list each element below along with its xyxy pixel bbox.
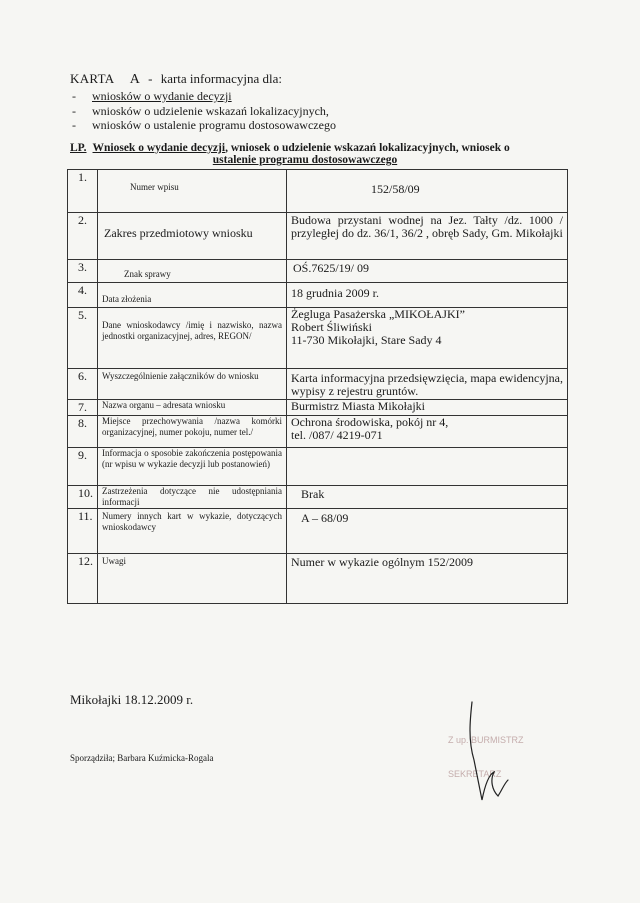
row-label: Numer wpisu (98, 170, 287, 213)
row-label: Numery innych kart w wykazie, dotyczących wnioskodawcy (98, 509, 287, 554)
table-row (68, 260, 568, 283)
row-number: 7. (68, 400, 98, 416)
row-number: 8. (68, 416, 98, 448)
row-number: 4. (68, 283, 98, 308)
info-table (67, 169, 568, 604)
card-title-description: karta informacyjna dla: (160, 71, 282, 86)
row-number: 12. (68, 554, 98, 604)
section-title-part1: Wniosek o wydanie decyzji (92, 142, 226, 154)
handwritten-signature (458, 700, 518, 805)
row-number: 5. (68, 308, 98, 369)
card-title-word: KARTA (70, 71, 115, 86)
section-title-part2: , wniosek o udzielenie wskazań lokalizacyjnych, wniosek o (225, 142, 510, 154)
row-value (287, 448, 568, 486)
row-number: 1. (68, 170, 98, 213)
place-and-date: Mikołajki 18.12.2009 r. (70, 692, 194, 707)
row-number: 11. (68, 509, 98, 554)
table-row (68, 416, 568, 448)
table-row (68, 509, 568, 554)
row-number: 6. (68, 369, 98, 400)
official-stamp: Z up. BURMISTRZ SEKRETARZ (448, 735, 524, 779)
row-label: Zastrzeżenia dotyczące nie udostępniania informacji (98, 486, 287, 509)
row-value: 18 grudnia 2009 r. (287, 283, 568, 308)
row-value: Brak (287, 486, 568, 509)
table-row (68, 369, 568, 400)
row-value: Budowa przystani wodnej na Jez. Tałty /dz. 1000 / przyległej do dz. 36/1, 36/2 , obręb Sady, Gm. Mikołajki (287, 213, 568, 260)
section-title (70, 142, 570, 166)
row-label: Wyszczególnienie załączników do wniosku (98, 369, 287, 400)
table-row (68, 400, 568, 416)
application-type-list (70, 89, 336, 133)
row-value: Ochrona środowiska, pokój nr 4, tel. /087/ 4219-071 (287, 416, 568, 448)
section-title-line2: ustalenie programu dostosowawczego (212, 154, 398, 166)
row-number: 3. (68, 260, 98, 283)
prepared-by: Sporządziła; Barbara Kuźmicka-Rogala (70, 753, 214, 763)
row-value: Karta informacyjna przedsięwzięcia, mapa ewidencyjna, wypisy z rejestru gruntów. (287, 369, 568, 400)
list-item: - wniosków o udzielenie wskazań lokalizacyjnych, (72, 103, 329, 118)
row-value: Burmistrz Miasta Mikołajki (287, 400, 568, 416)
row-number: 10. (68, 486, 98, 509)
row-label: Miejsce przechowywania /nazwa komórki organizacyjnej, numer pokoju, numer tel./ (98, 416, 287, 448)
card-header (70, 72, 336, 133)
table-row (68, 170, 568, 213)
table-row (68, 554, 568, 604)
row-value: 152/58/09 (287, 170, 568, 213)
table-row (68, 308, 568, 369)
row-label: Nazwa organu – adresata wniosku (98, 400, 287, 416)
row-value: Żegluga Pasażerska „MIKOŁAJKI” Robert Śliwiński 11-730 Mikołajki, Stare Sady 4 (287, 308, 568, 369)
table-row (68, 486, 568, 509)
row-label: Informacja o sposobie zakończenia postępowania (nr wpisu w wykazie decyzji lub postanowień) (98, 448, 287, 486)
card-title (70, 72, 336, 87)
row-number: 2. (68, 213, 98, 260)
card-title-dash: - (148, 71, 153, 86)
row-value: A – 68/09 (287, 509, 568, 554)
row-value: Numer w wykazie ogólnym 152/2009 (287, 554, 568, 604)
row-label: Dane wnioskodawcy /imię i nazwisko, nazwa jednostki organizacyjnej, adres, REGON/ (98, 308, 287, 369)
list-item: - wniosków o wydanie decyzji (72, 89, 232, 103)
table-row (68, 283, 568, 308)
section-lp: LP. (70, 142, 87, 154)
row-label: Data złożenia (98, 283, 287, 308)
list-item: - wniosków o ustalenie programu dostosowawczego (72, 118, 336, 132)
row-label: Uwagi (98, 554, 287, 604)
table-row (68, 448, 568, 486)
row-value: OŚ.7625/19/ 09 (287, 260, 568, 283)
card-title-letter: A (129, 72, 140, 87)
row-label: Zakres przedmiotowy wniosku (98, 213, 287, 260)
row-number: 9. (68, 448, 98, 486)
row-label: Znak sprawy (98, 260, 287, 283)
table-row (68, 213, 568, 260)
